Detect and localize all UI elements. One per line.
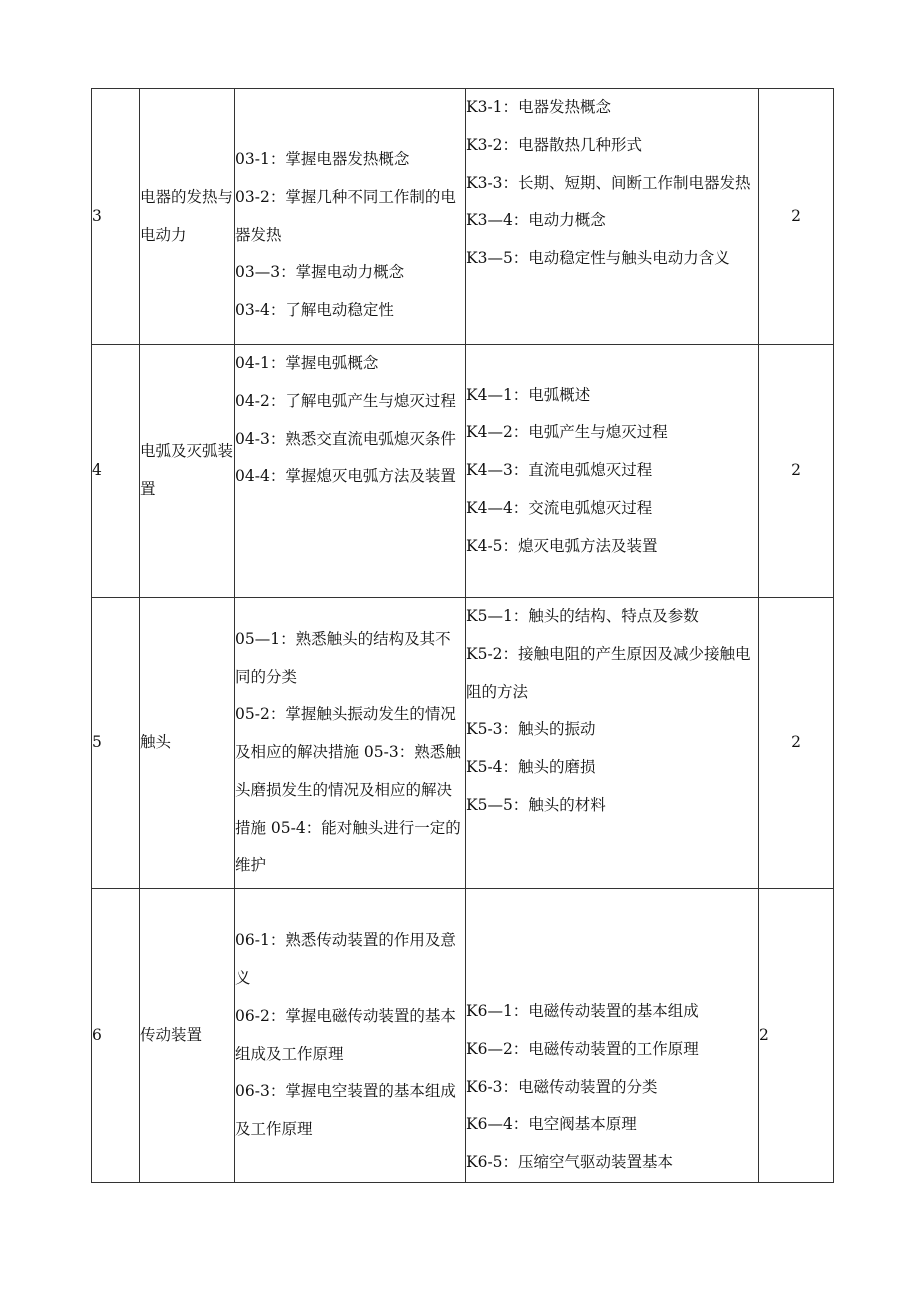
knowledge-item: K4—4：交流电弧熄灭过程: [466, 498, 653, 517]
hours-text: 2: [791, 206, 801, 225]
unit-name-text: 电弧及灭弧装置: [140, 442, 234, 498]
knowledge-item: K4—2：电弧产生与熄灭过程: [466, 423, 668, 442]
knowledge-item: K6-3：电磁传动装置的分类: [466, 1077, 658, 1096]
knowledge-item: K5—5：触头的材料: [466, 795, 606, 814]
objective-item: 06-3：掌握电空装置的基本组成及工作原理: [235, 1082, 456, 1139]
objectives-cell: [235, 89, 466, 345]
row-number-text: 3: [92, 206, 102, 225]
table-row: [92, 889, 834, 1183]
objective-item: 03-2：掌握几种不同工作制的电器发热: [235, 187, 456, 244]
row-number: [92, 598, 140, 889]
knowledge-item: K3-2：电器散热几种形式: [466, 135, 643, 154]
objective-item: 04-3：熟悉交直流电弧熄灭条件: [235, 429, 456, 448]
row-number-text: 5: [92, 733, 102, 752]
knowledge-item: K6—4：电空阀基本原理: [466, 1115, 637, 1134]
unit-name: [140, 89, 235, 345]
objective-item: 04-2：了解电弧产生与熄灭过程: [235, 391, 456, 410]
objective-item: 03-4：了解电动稳定性: [235, 301, 394, 320]
unit-name-text: 传动装置: [140, 1025, 203, 1044]
knowledge-item: K6—2：电磁传动装置的工作原理: [466, 1039, 699, 1058]
knowledge-cell: [466, 89, 759, 345]
objectives-cell: [235, 598, 466, 889]
row-number: [92, 889, 140, 1183]
knowledge-item: K5-2：接触电阻的产生原因及减少接触电阻的方法: [466, 644, 751, 701]
objective-item: 03—3：掌握电动力概念: [235, 263, 405, 282]
objective-item: 06-1：熟悉传动装置的作用及意义: [235, 931, 456, 987]
table-row: [92, 345, 834, 598]
course-content-table: [91, 88, 834, 1183]
hours-cell: [759, 598, 834, 889]
hours-text: 2: [791, 461, 801, 480]
unit-name: [140, 345, 235, 598]
table-row: [92, 89, 834, 345]
knowledge-cell: [466, 889, 759, 1183]
knowledge-item: K3-3：长期、短期、间断工作制电器发热: [466, 173, 751, 192]
knowledge-item: K5-3：触头的振动: [466, 720, 596, 739]
knowledge-item: K3-1：电器发热概念: [466, 98, 612, 116]
table-row: [92, 598, 834, 889]
knowledge-item: K5—1：触头的结构、特点及参数: [466, 607, 699, 625]
knowledge-item: K6-5：压缩空气驱动装置基本: [466, 1153, 674, 1172]
unit-name-text: 电器的发热与电动力: [140, 187, 234, 244]
objective-item: 05-2：掌握触头振动发生的情况及相应的解决措施 05-3：熟悉触头磨损发生的情况及相应的解决措施 05-4：能对触头进行一定的维护: [235, 705, 461, 875]
knowledge-cell: [466, 598, 759, 889]
knowledge-item: K4—1：电弧概述: [466, 385, 591, 404]
objectives-cell: [235, 889, 466, 1183]
knowledge-item: K3—4：电动力概念: [466, 211, 606, 230]
objectives-cell: [235, 345, 466, 598]
knowledge-item: K4-5：熄灭电弧方法及装置: [466, 536, 658, 555]
row-number: [92, 89, 140, 345]
objective-item: 05—1：熟悉触头的结构及其不同的分类: [235, 629, 451, 686]
objective-item: 06-2：掌握电磁传动装置的基本组成及工作原理: [235, 1006, 456, 1063]
hours-cell: [759, 889, 834, 1183]
unit-name: [140, 598, 235, 889]
row-number: [92, 345, 140, 598]
unit-name-text: 触头: [140, 733, 172, 752]
hours-text: 2: [759, 1025, 769, 1044]
objective-item: 03-1：掌握电器发热概念: [235, 150, 410, 168]
knowledge-item: K3—5：电动稳定性与触头电动力含义: [466, 249, 730, 268]
knowledge-cell: [466, 345, 759, 598]
knowledge-item: K4—3：直流电弧熄灭过程: [466, 461, 653, 480]
hours-text: 2: [791, 733, 801, 752]
row-number-text: 4: [92, 461, 102, 480]
hours-cell: [759, 345, 834, 598]
knowledge-item: K6—1：电磁传动装置的基本组成: [466, 1002, 699, 1021]
knowledge-item: K5-4：触头的磨损: [466, 758, 596, 777]
hours-cell: [759, 89, 834, 345]
unit-name: [140, 889, 235, 1183]
objective-item: 04-1：掌握电弧概念: [235, 354, 379, 372]
row-number-text: 6: [92, 1025, 102, 1044]
objective-item: 04-4：掌握熄灭电弧方法及装置: [235, 467, 456, 486]
